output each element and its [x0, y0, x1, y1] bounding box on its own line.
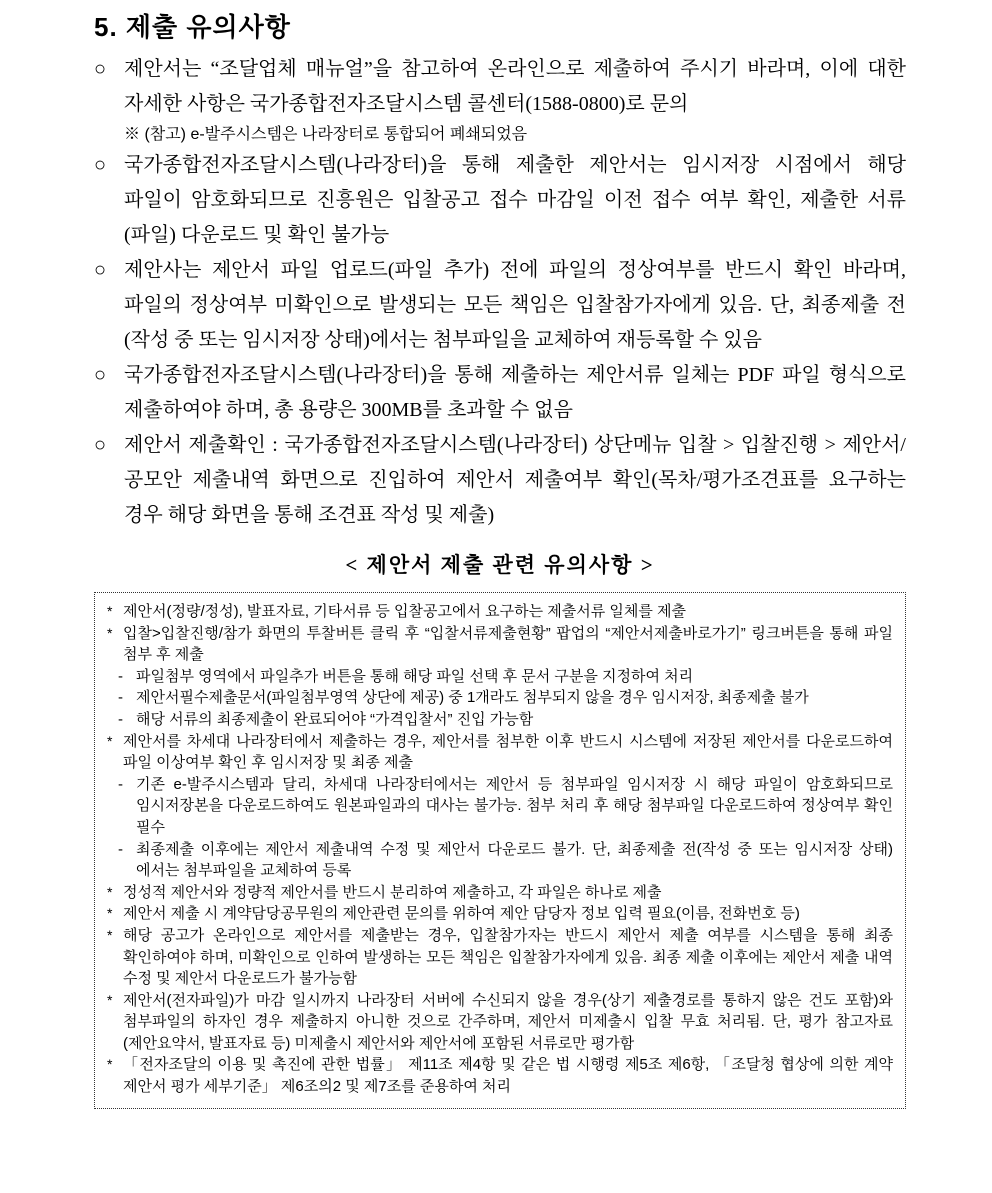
star-bullet-icon: *: [107, 1056, 113, 1073]
box-item-text: 정성적 제안서와 정량적 제안서를 반드시 분리하여 제출하고, 각 파일은 하나로 제출: [123, 883, 662, 901]
star-bullet-icon: *: [107, 624, 113, 641]
box-subitem: [104, 774, 893, 839]
notice-item: [94, 428, 906, 533]
box-item-text: 제안서(전자파일)가 마감 일시까지 나라장터 서버에 수신되지 않을 경우(상기 제출경로를 통하지 않은 건도 포함)와 첨부파일의 하자인 경우 제출하지 아니한 것으로 간주하며, 제안서 미제출시 입찰 무효 처리됨. 단, 평가 참고자료(제안요약서, 발표자료 등) 미제출시 제안서와 제안서에 포함된 서류로만 평가함: [123, 991, 893, 1052]
notice-item: [94, 253, 906, 358]
dash-bullet-icon: -: [118, 667, 123, 685]
box-item-text: 최종제출 이후에는 제안서 제출내역 수정 및 제안서 다운로드 불가. 단, 최종제출 전(작성 중 또는 임시저장 상태)에서는 첨부파일을 교체하여 등록: [136, 840, 893, 880]
circle-bullet-icon: ○: [94, 154, 107, 176]
box-item-text: 제안서필수제출문서(파일첨부영역 상단에 제공) 중 1개라도 첨부되지 않을 경우 임시저장, 최종제출 불가: [136, 689, 809, 707]
star-bullet-icon: *: [107, 603, 113, 619]
box-item: [104, 990, 893, 1055]
box-subitem: [104, 839, 893, 882]
box-subitem: [104, 666, 893, 688]
box-item-text: 제안서 제출 시 계약담당공무원의 제안관련 문의를 위하여 제안 담당자 정보 입력 필요(이름, 전화번호 등): [123, 905, 800, 923]
box-item-text: 기존 e-발주시스템과 달리, 차세대 나라장터에서는 제안서 등 첨부파일 임시저장 시 해당 파일이 암호화되므로 임시저장본을 다운로드하여도 원본파일과의 대사는 불가능. 첨부 처리 후 해당 첨부파일 다운로드하여 정상여부 확인 필수: [136, 775, 893, 836]
box-item-text: 해당 서류의 최종제출이 완료되어야 “가격입찰서” 진입 가능함: [136, 710, 534, 728]
circle-bullet-icon: ○: [94, 434, 107, 456]
reference-note: ※ (참고) e-발주시스템은 나라장터로 통합되어 폐쇄되었음: [124, 126, 528, 143]
box-item: [104, 623, 893, 666]
notice-list: [94, 52, 906, 533]
box-item-list: [104, 601, 893, 1098]
box-item: [104, 882, 893, 904]
box-subitem: [104, 687, 893, 709]
box-subitem: [104, 709, 893, 731]
circle-bullet-icon: ○: [94, 259, 107, 281]
star-bullet-icon: *: [107, 905, 113, 922]
box-item-text: 제안서(정량/정성), 발표자료, 기타서류 등 입찰공고에서 요구하는 제출서류 일체를 제출: [123, 603, 686, 620]
box-item-text: 입찰>입찰진행/참가 화면의 투찰버튼 클릭 후 “입찰서류제출현황” 팝업의 “제안서제출바로가기” 링크버튼을 통해 파일 첨부 후 제출: [123, 624, 893, 664]
notice-box: [94, 592, 906, 1109]
star-bullet-icon: *: [107, 926, 113, 943]
notice-item-text: 제안서는 “조달업체 매뉴얼”을 참고하여 온라인으로 제출하여 주시기 바라며, 이에 대한 자세한 사항은 국가종합전자조달시스템 콜센터(1588-0800)로 문의: [124, 58, 906, 115]
dash-bullet-icon: -: [118, 689, 123, 707]
star-bullet-icon: *: [107, 732, 113, 749]
dash-bullet-icon: -: [118, 710, 123, 728]
circle-bullet-icon: ○: [94, 364, 107, 386]
box-item-text: 파일첨부 영역에서 파일추가 버튼을 통해 해당 파일 선택 후 문서 구분을 지정하여 처리: [136, 667, 694, 685]
box-heading: < 제안서 제출 관련 유의사항 >: [345, 553, 655, 577]
notice-item-text: 국가종합전자조달시스템(나라장터)을 통해 제출하는 제안서류 일체는 PDF 파일 형식으로 제출하여야 하며, 총 용량은 300MB를 초과할 수 없음: [124, 364, 906, 421]
box-item: [104, 925, 893, 990]
box-item-text: 「전자조달의 이용 및 촉진에 관한 법률」 제11조 제4항 및 같은 법 시행령 제5조 제6항, 「조달청 협상에 의한 계약 제안서 평가 세부기준」 제6조의2 및 제7조를 준용하여 처리: [123, 1056, 893, 1096]
box-item-text: 해당 공고가 온라인으로 제안서를 제출받는 경우, 입찰참가자는 반드시 제안서 제출 여부를 시스템을 통해 최종 확인하여야 하며, 미확인으로 인하여 발생하는 모든 책임은 입찰참가자에게 있음. 최종 제출 이후에는 제안서 제출 내역 수정 및 제안서 다운로드가 불가능함: [123, 926, 893, 988]
dash-bullet-icon: -: [118, 775, 123, 793]
dash-bullet-icon: -: [118, 840, 123, 858]
page-title: 5. 제출 유의사항: [94, 12, 291, 42]
notice-item-text: 국가종합전자조달시스템(나라장터)을 통해 제출한 제안서는 임시저장 시점에서 해당 파일이 암호화되므로 진흥원은 입찰공고 접수 마감일 이전 접수 여부 확인, 제출한 서류(파일) 다운로드 및 확인 불가능: [124, 154, 906, 246]
notice-item-text: 제안서 제출확인 : 국가종합전자조달시스템(나라장터) 상단메뉴 입찰 > 입찰진행 > 제안서/공모안 제출내역 화면으로 진입하여 제안서 제출여부 확인(목차/평가조견표를 요구하는 경우 해당 화면을 통해 조견표 작성 및 제출): [124, 434, 906, 526]
notice-item: [94, 358, 906, 428]
box-item: [104, 1054, 893, 1097]
box-item: [104, 601, 893, 623]
star-bullet-icon: *: [107, 883, 113, 900]
star-bullet-icon: *: [107, 991, 113, 1008]
box-item: [104, 731, 893, 774]
notice-item-text: 제안사는 제안서 파일 업로드(파일 추가) 전에 파일의 정상여부를 반드시 확인 바라며, 파일의 정상여부 미확인으로 발생되는 모든 책임은 입찰참가자에게 있음. 단, 최종제출 전(작성 중 또는 임시저장 상태)에서는 첨부파일을 교체하여 재등록할 수 있음: [124, 259, 906, 351]
notice-item: [94, 148, 906, 253]
box-item: [104, 903, 893, 925]
circle-bullet-icon: ○: [94, 58, 107, 80]
notice-item: [94, 52, 906, 122]
box-item-text: 제안서를 차세대 나라장터에서 제출하는 경우, 제안서를 첨부한 이후 반드시 시스템에 저장된 제안서를 다운로드하여 파일 이상여부 확인 후 임시저장 및 최종 제출: [123, 732, 893, 772]
